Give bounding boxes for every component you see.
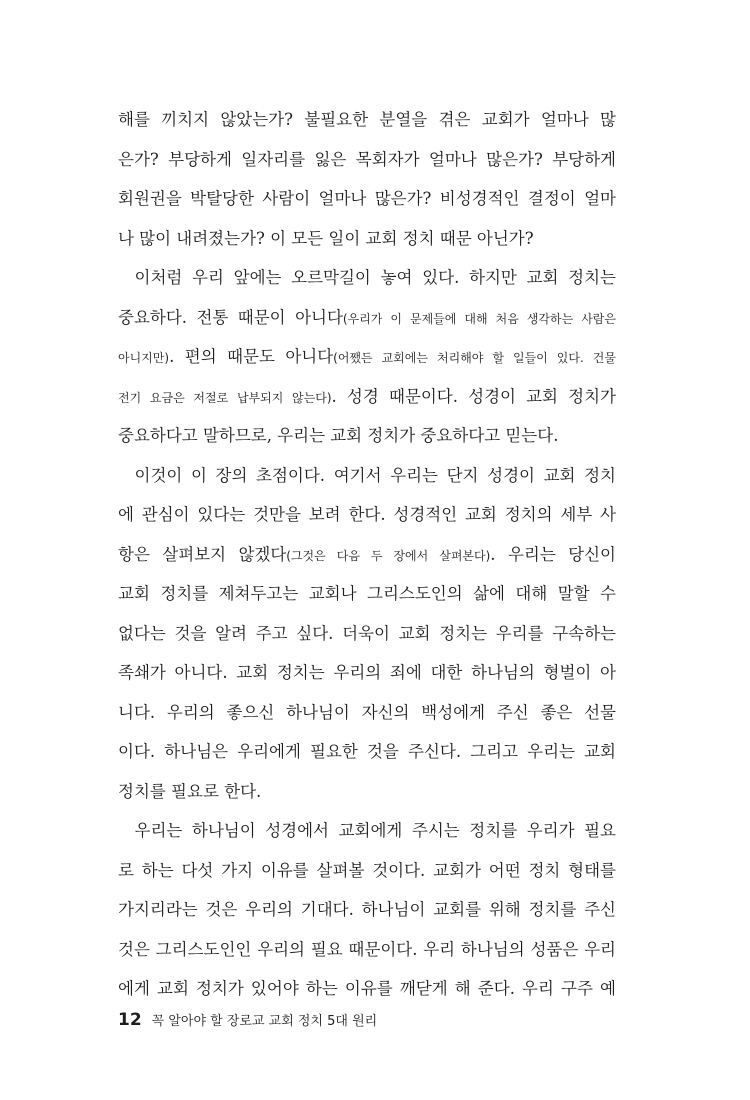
- paragraph-start-line: 우리는 하나님이 성경에서 교회에게 주시는 정치를 우리가 필요: [134, 821, 616, 840]
- text-line: [118, 377, 616, 417]
- text-line: 중요하다고 말하므로, 우리는 교회 정치가 중요하다고 믿는다.: [118, 426, 559, 445]
- text-line: 없다는 것을 알려 주고 싶다. 더욱이 교회 정치는 우리를 구속하는: [118, 623, 616, 643]
- text-line: 교회 정치를 제쳐두고는 교회나 그리스도인의 삶에 대해 말할 수: [118, 584, 616, 603]
- page-number: 12: [118, 1010, 142, 1030]
- text-run: . 우리는 당신이: [490, 544, 616, 564]
- text-line: 나 많이 내려졌는가? 이 모든 일이 교회 정치 때문 아닌가?: [118, 228, 534, 248]
- parenthetical-note: 전기 요금은 저절로 납부되지 않는다): [118, 390, 332, 405]
- text-line: 에 관심이 있다는 것만을 보려 한다. 성경적인 교회 정치의 세부 사: [118, 505, 616, 524]
- text-line: [118, 337, 616, 377]
- parenthetical-note: (그것은 다음 두 장에서 살펴본다): [286, 548, 491, 563]
- text-line: 로 하는 다섯 가지 이유를 살펴볼 것이다. 교회가 어떤 정치 형태를: [118, 860, 616, 880]
- text-run: . 편의 때문도 아니다: [169, 347, 334, 366]
- text-line: 정치를 필요로 한다.: [118, 781, 262, 801]
- text-line: 은가? 부당하게 일자리를 잃은 목회자가 얼마나 많은가? 부당하게: [118, 149, 616, 169]
- text-line: 것은 그리스도인인 우리의 필요 때문이다. 우리 하나님의 성품은 우리: [118, 939, 616, 959]
- book-title: 꼭 알아야 할 장로교 교회 정치 5대 원리: [151, 1014, 378, 1029]
- paragraph-start-line: 이처럼 우리 앞에는 오르막길이 놓여 있다. 하지만 교회 정치는: [134, 268, 616, 287]
- text-run: 항은 살펴보지 않겠다: [118, 544, 287, 564]
- text-line: 니다. 우리의 좋으신 하나님이 자신의 백성에게 주신 좋은 선물: [118, 702, 616, 722]
- text-line: [118, 535, 616, 575]
- page-body: [118, 100, 616, 1009]
- text-run: 중요하다. 전통 때문이 아니다: [118, 307, 343, 327]
- text-line: 이다. 하나님은 우리에게 필요한 것을 주신다. 그리고 우리는 교회: [118, 742, 616, 761]
- paragraph-start-line: 이것이 이 장의 초점이다. 여기서 우리는 단지 성경이 교회 정치: [134, 465, 616, 485]
- text-line: 가지리라는 것은 우리의 기대다. 하나님이 교회를 위해 정치를 주신: [118, 900, 616, 919]
- text-line: [118, 298, 616, 338]
- text-line: 회원권을 박탈당한 사람이 얼마나 많은가? 비성경적인 결정이 얼마: [118, 189, 616, 208]
- text-run: . 성경 때문이다. 성경이 교회 정치가: [331, 386, 616, 406]
- parenthetical-note: (우리가 이 문제들에 대해 처음 생각하는 사람은: [342, 311, 616, 326]
- text-line: 족쇄가 아니다. 교회 정치는 우리의 죄에 대한 하나님의 형벌이 아: [118, 663, 616, 682]
- text-line: 해를 끼치지 않았는가? 불필요한 분열을 겪은 교회가 얼마나 많: [118, 110, 616, 129]
- text-line: 에게 교회 정치가 있어야 하는 이유를 깨닫게 해 준다. 우리 구주 예: [118, 979, 616, 998]
- page-footer: [118, 1010, 377, 1030]
- parenthetical-note: 아니지만): [118, 351, 170, 365]
- parenthetical-note: (어쨌든 교회에는 처리해야 할 일들이 있다. 건물: [333, 351, 616, 365]
